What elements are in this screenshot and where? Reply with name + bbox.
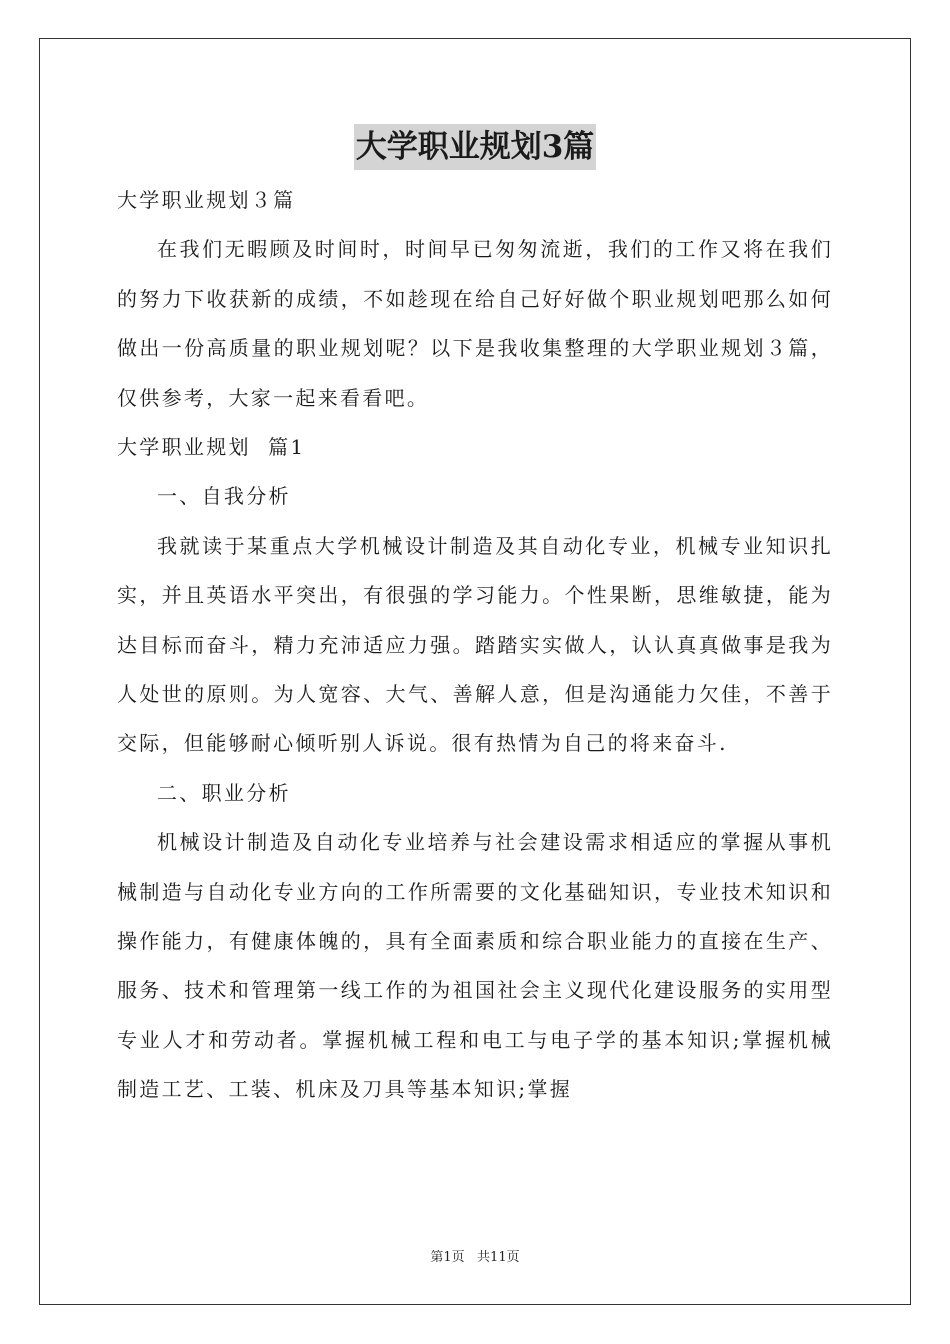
page-number: 第1页 共11页 — [430, 1250, 520, 1265]
page-footer — [0, 1246, 950, 1265]
paragraph-career-analysis: 机械设计制造及自动化专业培养与社会建设需求相适应的掌握从事机械制造与自动化专业方向的工作所需要的文化基础知识，专业技术知识和操作能力，有健康体魄的，具有全面素质和综合职业能力的直接在生产、服务、技术和管理第一线工作的为祖国社会主义现代化建设服务的实用型专业人才和劳动者。掌握机械工程和电工与电子学的基本知识;掌握机械制造工艺、工装、机床及刀具等基本知识;掌握 — [117, 830, 833, 1102]
title-container — [0, 124, 950, 170]
document-body — [117, 176, 833, 1115]
paragraph-self-analysis: 我就读于某重点大学机械设计制造及其自动化专业，机械专业知识扎实，并且英语水平突出，有很强的学习能力。个性果断，思维敏捷，能为达目标而奋斗，精力充沛适应力强。踏踏实实做人，认认真真做事是我为人处世的原则。为人宽容、大气、善解人意，但是沟通能力欠佳，不善于交际，但能够耐心倾听别人诉说。很有热情为自己的将来奋斗. — [117, 533, 833, 756]
intro-paragraph: 在我们无暇顾及时间时，时间早已匆匆流逝，我们的工作又将在我们的努力下收获新的成绩，不如趁现在给自己好好做个职业规划吧那么如何做出一份高质量的职业规划呢？以下是我收集整理的大学职业规划３篇，仅供参考，大家一起来看看吧。 — [117, 237, 833, 410]
section-title: 大学职业规划 篇1 — [117, 435, 306, 460]
heading-self-analysis: 一、自我分析 — [157, 484, 291, 509]
subtitle-line: 大学职业规划３篇 — [117, 188, 296, 212]
heading-career-analysis: 二、职业分析 — [157, 780, 291, 805]
document-title: 大学职业规划3篇 — [354, 124, 597, 170]
